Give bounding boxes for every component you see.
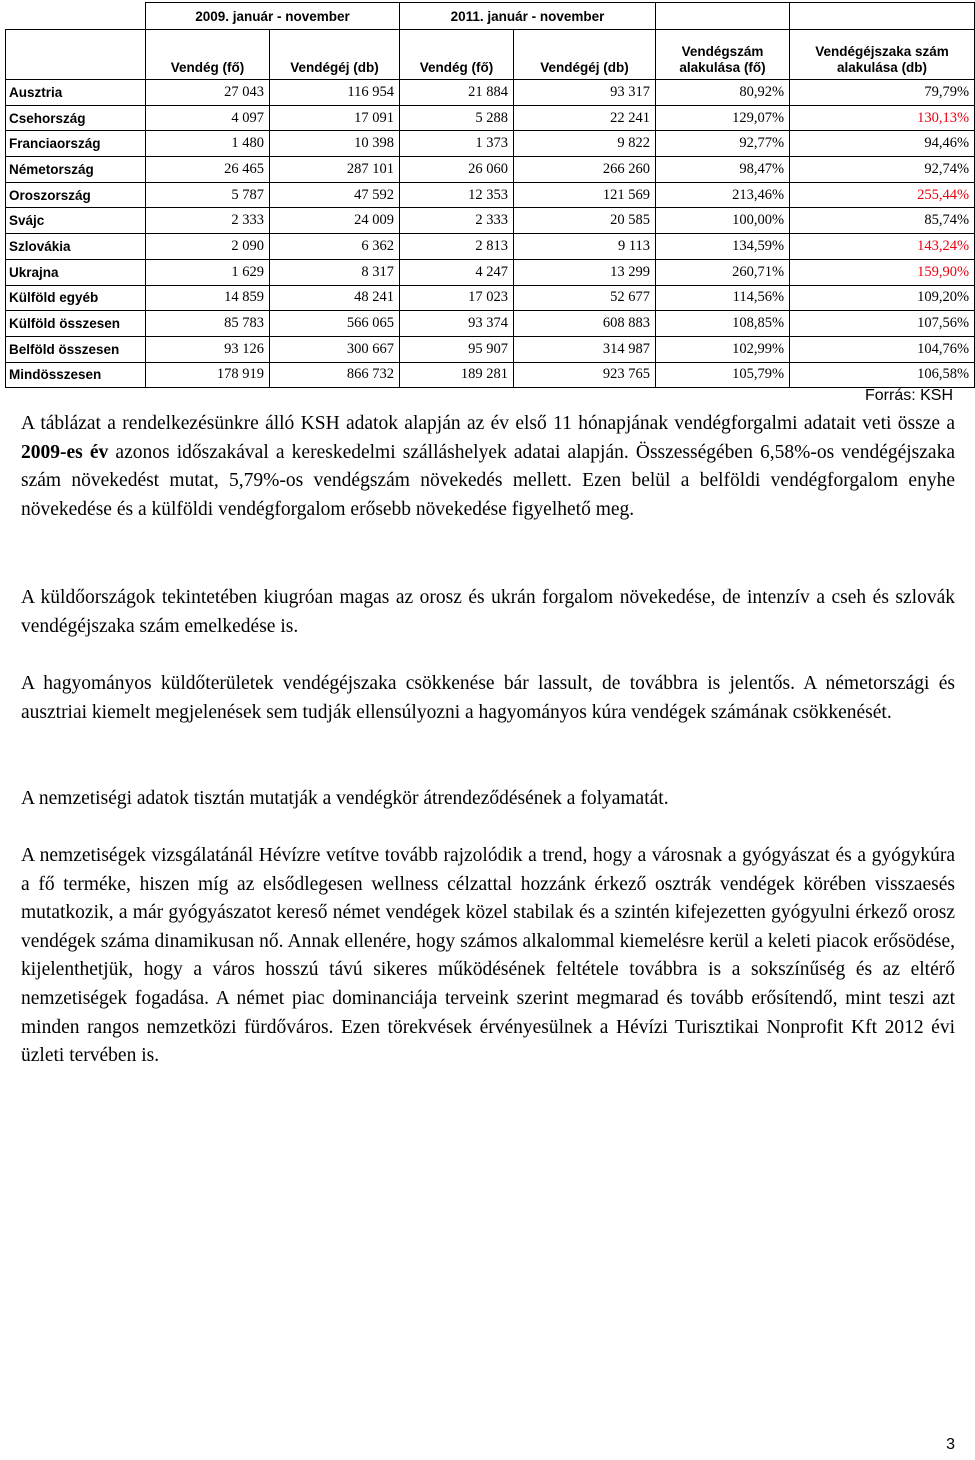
nights-change-cell: 255,44%: [790, 182, 975, 208]
country-cell: Franciaország: [6, 131, 146, 157]
nights-2011-cell: 9 822: [514, 131, 656, 157]
empty-header-cell: [790, 3, 975, 30]
guests-2009-cell: 4 097: [146, 105, 270, 131]
guests-2011-cell: 189 281: [400, 362, 514, 388]
nights-2009-cell: 866 732: [270, 362, 400, 388]
nights-2009-cell: 6 362: [270, 234, 400, 260]
guests-2009-cell: 1 629: [146, 259, 270, 285]
country-cell: Ukrajna: [6, 259, 146, 285]
table-row: [6, 285, 975, 311]
country-cell: Oroszország: [6, 182, 146, 208]
country-cell: Szlovákia: [6, 234, 146, 260]
paragraph-summary-text-end: azonos időszakával a kereskedelmi szálláshelyek adatai alapján. Összességében 6,58%-os vendégéjszaka szám növekedést mutat, 5,79%-os vendégszám növekedés mellett. Ezen belül a belföldi vendégforgalom enyhe növekedése és a külföldi vendégforgalom erősebb növekedése figyelhető meg.: [21, 441, 955, 520]
guest-change-cell: 92,77%: [656, 131, 790, 157]
nights-change-cell: 85,74%: [790, 208, 975, 234]
tourism-statistics-table: [5, 2, 975, 388]
nights-2009-cell: 116 954: [270, 80, 400, 106]
empty-header-cell: [656, 3, 790, 30]
table-row: [6, 131, 975, 157]
column-header-guests-2009: Vendég (fő): [146, 30, 270, 80]
nights-2009-cell: 47 592: [270, 182, 400, 208]
guest-change-cell: 80,92%: [656, 80, 790, 106]
guests-2009-cell: 93 126: [146, 336, 270, 362]
guests-2009-cell: 2 090: [146, 234, 270, 260]
nights-2009-cell: 10 398: [270, 131, 400, 157]
column-header-nights-2011: Vendégéj (db): [514, 30, 656, 80]
page-number: 3: [946, 1436, 955, 1453]
nights-change-cell: 107,56%: [790, 311, 975, 337]
nights-2011-cell: 13 299: [514, 259, 656, 285]
nights-2009-cell: 287 101: [270, 157, 400, 183]
guests-2011-cell: 4 247: [400, 259, 514, 285]
country-cell: Csehország: [6, 105, 146, 131]
nights-2011-cell: 121 569: [514, 182, 656, 208]
country-cell: Külföld egyéb: [6, 285, 146, 311]
nights-2011-cell: 52 677: [514, 285, 656, 311]
paragraph-traditional-markets: A hagyományos küldőterületek vendégéjszaka csökkenése bár lassult, de továbbra is jelentős. A németországi és ausztriai kiemelt megjelenések sem tudják ellensúlyozni a hagyományos kúra vendégek számának csökkenését.: [21, 673, 955, 723]
paragraph-summary: [21, 410, 955, 524]
nights-2011-cell: 93 317: [514, 80, 656, 106]
guest-change-cell: 114,56%: [656, 285, 790, 311]
column-header-guest-change: Vendégszám alakulása (fő): [656, 30, 790, 80]
guests-2011-cell: 21 884: [400, 80, 514, 106]
nights-2011-cell: 20 585: [514, 208, 656, 234]
guests-2011-cell: 5 288: [400, 105, 514, 131]
table-row: [6, 157, 975, 183]
corner-cell: [6, 3, 146, 30]
guest-change-cell: 98,47%: [656, 157, 790, 183]
column-header-row: [6, 30, 975, 80]
period-2009-header: 2009. január - november: [146, 3, 400, 30]
guests-2009-cell: 14 859: [146, 285, 270, 311]
guest-change-cell: 213,46%: [656, 182, 790, 208]
paragraph-summary-bold: 2009-es év: [21, 441, 109, 463]
nights-2009-cell: 17 091: [270, 105, 400, 131]
nights-2011-cell: 923 765: [514, 362, 656, 388]
nights-change-cell: 104,76%: [790, 336, 975, 362]
table-row: [6, 182, 975, 208]
guest-change-cell: 105,79%: [656, 362, 790, 388]
nights-change-cell: 109,20%: [790, 285, 975, 311]
table-row: [6, 362, 975, 388]
nights-change-cell: 94,46%: [790, 131, 975, 157]
paragraph-nationality-analysis: A nemzetiségek vizsgálatánál Hévízre vetítve tovább rajzolódik a trend, hogy a városnak a gyógyászat és a gyógykúra a fő terméke, hiszen míg az elsődlegesen wellness célzattal hozzánk érkező osztrák vendégek körében visszaesés mutatkozik, a már gyógyászatot kereső német vendégek közel stabilak és a szintén kifejezetten gyógyulni érkező orosz vendégek száma dinamikusan nő. Annak ellenére, hogy számos alkalommal kiemelésre kerül a keleti piacok erősödése, kijelenthetjük, hogy a város hosszú távú sikeres működésének feltétele továbbra is a sokszínűség és az eltérő nemzetiségek fogadása. A német piac dominanciája terveink szerint megmarad és tovább erősítendő, mint teszi azt minden rangos nemzetközi fürdőváros. Ezen törekvések érvényesülnek a Hévízi Turisztikai Nonprofit Kft 2012 évi üzleti tervében is.: [21, 845, 955, 1067]
guests-2009-cell: 85 783: [146, 311, 270, 337]
table-row: [6, 259, 975, 285]
nights-2011-cell: 266 260: [514, 157, 656, 183]
guests-2009-cell: 2 333: [146, 208, 270, 234]
guest-change-cell: 108,85%: [656, 311, 790, 337]
guests-2011-cell: 1 373: [400, 131, 514, 157]
nights-change-cell: 159,90%: [790, 259, 975, 285]
nights-2011-cell: 608 883: [514, 311, 656, 337]
paragraph-nationality-data: A nemzetiségi adatok tisztán mutatják a vendégkör átrendeződésének a folyamatát.: [21, 788, 669, 809]
paragraph-source-countries: A küldőországok tekintetében kiugróan magas az orosz és ukrán forgalom növekedése, de intenzív a cseh és szlovák vendégéjszaka szám emelkedése is.: [21, 587, 955, 637]
guest-change-cell: 134,59%: [656, 234, 790, 260]
period-header-row: [6, 3, 975, 30]
country-cell: Ausztria: [6, 80, 146, 106]
guests-2011-cell: 2 333: [400, 208, 514, 234]
guests-2009-cell: 27 043: [146, 80, 270, 106]
guests-2011-cell: 2 813: [400, 234, 514, 260]
nights-2009-cell: 48 241: [270, 285, 400, 311]
guest-change-cell: 102,99%: [656, 336, 790, 362]
guests-2011-cell: 26 060: [400, 157, 514, 183]
guests-2011-cell: 12 353: [400, 182, 514, 208]
table-row: [6, 105, 975, 131]
nights-change-cell: 92,74%: [790, 157, 975, 183]
nights-2009-cell: 24 009: [270, 208, 400, 234]
table-row: [6, 80, 975, 106]
nights-change-cell: 143,24%: [790, 234, 975, 260]
paragraph-summary-text-start: A táblázat a rendelkezésünkre álló KSH adatok alapján az év első 11 hónapjának vendégforgalmi adatait veti össze a: [21, 413, 955, 434]
table-row: [6, 336, 975, 362]
nights-2011-cell: 22 241: [514, 105, 656, 131]
guest-change-cell: 260,71%: [656, 259, 790, 285]
guests-2009-cell: 1 480: [146, 131, 270, 157]
country-cell: Mindösszesen: [6, 362, 146, 388]
guest-change-cell: 129,07%: [656, 105, 790, 131]
nights-change-cell: 130,13%: [790, 105, 975, 131]
guests-2009-cell: 26 465: [146, 157, 270, 183]
nights-2009-cell: 566 065: [270, 311, 400, 337]
column-header-nights-change: Vendégéjszaka szám alakulása (db): [790, 30, 975, 80]
country-cell: Svájc: [6, 208, 146, 234]
table-row: [6, 311, 975, 337]
column-header-nights-2009: Vendégéj (db): [270, 30, 400, 80]
guest-change-cell: 100,00%: [656, 208, 790, 234]
nights-2009-cell: 8 317: [270, 259, 400, 285]
column-header-guests-2011: Vendég (fő): [400, 30, 514, 80]
guests-2009-cell: 5 787: [146, 182, 270, 208]
guests-2011-cell: 95 907: [400, 336, 514, 362]
table-row: [6, 234, 975, 260]
column-header-country: [6, 30, 146, 80]
nights-2011-cell: 9 113: [514, 234, 656, 260]
nights-2011-cell: 314 987: [514, 336, 656, 362]
period-2011-header: 2011. január - november: [400, 3, 656, 30]
country-cell: Belföld összesen: [6, 336, 146, 362]
guests-2009-cell: 178 919: [146, 362, 270, 388]
country-cell: Külföld összesen: [6, 311, 146, 337]
source-note: Forrás: KSH: [864, 387, 953, 404]
table-row: [6, 208, 975, 234]
nights-change-cell: 79,79%: [790, 80, 975, 106]
guests-2011-cell: 17 023: [400, 285, 514, 311]
country-cell: Németország: [6, 157, 146, 183]
guests-2011-cell: 93 374: [400, 311, 514, 337]
nights-2009-cell: 300 667: [270, 336, 400, 362]
nights-change-cell: 106,58%: [790, 362, 975, 388]
